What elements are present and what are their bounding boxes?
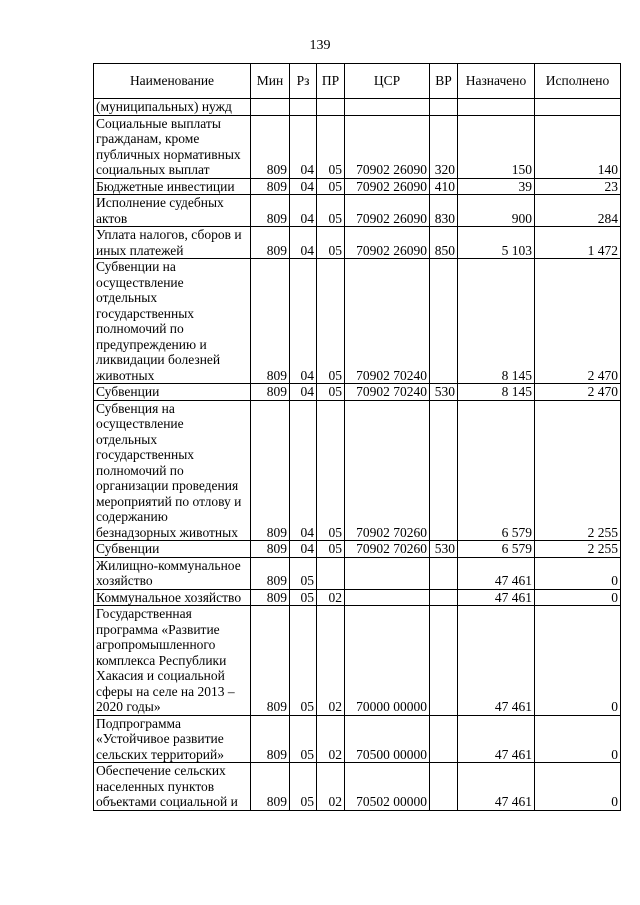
row-executed-cell: 0	[535, 557, 621, 589]
row-pr-cell: 05	[317, 115, 345, 178]
row-rz-cell: 04	[290, 178, 317, 195]
row-assigned-cell: 47 461	[458, 589, 535, 606]
row-pr-cell: 05	[317, 178, 345, 195]
row-pr-cell: 05	[317, 195, 345, 227]
row-executed-cell: 0	[535, 715, 621, 763]
row-pr-cell: 02	[317, 715, 345, 763]
row-min-cell: 809	[251, 259, 290, 384]
row-executed-cell: 140	[535, 115, 621, 178]
header-min: Мин	[251, 64, 290, 99]
row-min-cell: 809	[251, 115, 290, 178]
header-assigned: Назначено	[458, 64, 535, 99]
row-vr-cell: 530	[430, 384, 458, 401]
row-rz-cell: 04	[290, 195, 317, 227]
row-name-cell: Субвенции	[94, 384, 251, 401]
row-executed-cell: 2 470	[535, 384, 621, 401]
row-assigned-cell: 39	[458, 178, 535, 195]
row-vr-cell	[430, 400, 458, 541]
row-rz-cell: 04	[290, 541, 317, 558]
row-name-cell: Государственная программа «Развитие агропромышленного комплекса Республики Хакасия и социальной сферы на селе на 2013 – 2020 годы»	[94, 606, 251, 716]
row-csr-cell: 70500 00000	[345, 715, 430, 763]
budget-table	[93, 63, 621, 811]
header-csr: ЦСР	[345, 64, 430, 99]
table-row	[94, 541, 621, 558]
row-executed-cell: 284	[535, 195, 621, 227]
row-executed-cell: 23	[535, 178, 621, 195]
table-row	[94, 589, 621, 606]
row-vr-cell	[430, 99, 458, 116]
row-vr-cell	[430, 606, 458, 716]
row-pr-cell: 05	[317, 541, 345, 558]
header-name: Наименование	[94, 64, 251, 99]
row-vr-cell: 830	[430, 195, 458, 227]
row-rz-cell: 04	[290, 400, 317, 541]
row-csr-cell	[345, 557, 430, 589]
row-csr-cell: 70502 00000	[345, 763, 430, 811]
table-header-row	[94, 64, 621, 99]
table-row	[94, 763, 621, 811]
row-min-cell: 809	[251, 763, 290, 811]
header-vr: ВР	[430, 64, 458, 99]
row-vr-cell	[430, 715, 458, 763]
row-pr-cell: 05	[317, 259, 345, 384]
row-pr-cell	[317, 557, 345, 589]
row-executed-cell: 0	[535, 606, 621, 716]
row-pr-cell	[317, 99, 345, 116]
row-assigned-cell: 8 145	[458, 384, 535, 401]
row-vr-cell	[430, 259, 458, 384]
header-pr: ПР	[317, 64, 345, 99]
row-name-cell: Подпрограмма «Устойчивое развитие сельских территорий»	[94, 715, 251, 763]
row-executed-cell: 2 470	[535, 259, 621, 384]
row-assigned-cell: 8 145	[458, 259, 535, 384]
row-vr-cell	[430, 557, 458, 589]
row-executed-cell: 1 472	[535, 227, 621, 259]
row-csr-cell: 70902 70240	[345, 259, 430, 384]
page-number: 139	[309, 38, 331, 53]
row-pr-cell: 05	[317, 384, 345, 401]
row-vr-cell: 530	[430, 541, 458, 558]
row-pr-cell: 05	[317, 227, 345, 259]
row-min-cell: 809	[251, 606, 290, 716]
row-vr-cell: 320	[430, 115, 458, 178]
row-rz-cell: 04	[290, 384, 317, 401]
row-rz-cell: 04	[290, 115, 317, 178]
row-name-cell: Социальные выплаты гражданам, кроме публичных нормативных социальных выплат	[94, 115, 251, 178]
row-csr-cell: 70902 26090	[345, 195, 430, 227]
row-assigned-cell: 47 461	[458, 606, 535, 716]
row-min-cell: 809	[251, 195, 290, 227]
row-min-cell	[251, 99, 290, 116]
row-min-cell: 809	[251, 384, 290, 401]
row-executed-cell: 0	[535, 763, 621, 811]
row-rz-cell: 05	[290, 763, 317, 811]
table-row	[94, 227, 621, 259]
row-rz-cell: 05	[290, 715, 317, 763]
row-rz-cell: 05	[290, 606, 317, 716]
row-executed-cell: 2 255	[535, 541, 621, 558]
row-name-cell: Исполнение судебных актов	[94, 195, 251, 227]
row-csr-cell: 70902 70240	[345, 384, 430, 401]
row-assigned-cell: 47 461	[458, 763, 535, 811]
row-executed-cell: 0	[535, 589, 621, 606]
header-executed: Исполнено	[535, 64, 621, 99]
row-min-cell: 809	[251, 400, 290, 541]
row-csr-cell: 70902 70260	[345, 400, 430, 541]
row-assigned-cell: 6 579	[458, 541, 535, 558]
table-row	[94, 384, 621, 401]
row-name-cell: Обеспечение сельских населенных пунктов объектами социальной и	[94, 763, 251, 811]
row-rz-cell: 05	[290, 557, 317, 589]
row-vr-cell	[430, 763, 458, 811]
row-csr-cell: 70902 26090	[345, 178, 430, 195]
header-rz: Рз	[290, 64, 317, 99]
row-assigned-cell: 47 461	[458, 557, 535, 589]
row-pr-cell: 02	[317, 606, 345, 716]
row-csr-cell: 70000 00000	[345, 606, 430, 716]
row-rz-cell: 04	[290, 259, 317, 384]
row-csr-cell: 70902 26090	[345, 227, 430, 259]
table-row	[94, 557, 621, 589]
row-csr-cell: 70902 70260	[345, 541, 430, 558]
row-min-cell: 809	[251, 178, 290, 195]
row-csr-cell	[345, 589, 430, 606]
row-min-cell: 809	[251, 589, 290, 606]
row-assigned-cell: 6 579	[458, 400, 535, 541]
row-name-cell: (муниципальных) нужд	[94, 99, 251, 116]
row-pr-cell: 02	[317, 589, 345, 606]
row-vr-cell	[430, 589, 458, 606]
row-min-cell: 809	[251, 715, 290, 763]
row-min-cell: 809	[251, 541, 290, 558]
row-name-cell: Жилищно-коммунальное хозяйство	[94, 557, 251, 589]
row-name-cell: Субвенции на осуществление отдельных государственных полномочий по предупреждению и ликвидации болезней животных	[94, 259, 251, 384]
table-row	[94, 178, 621, 195]
row-assigned-cell	[458, 99, 535, 116]
row-name-cell: Коммунальное хозяйство	[94, 589, 251, 606]
table-row	[94, 115, 621, 178]
row-csr-cell: 70902 26090	[345, 115, 430, 178]
row-name-cell: Субвенции	[94, 541, 251, 558]
table-row	[94, 715, 621, 763]
row-assigned-cell: 47 461	[458, 715, 535, 763]
row-pr-cell: 05	[317, 400, 345, 541]
row-rz-cell	[290, 99, 317, 116]
table-row	[94, 400, 621, 541]
row-vr-cell: 850	[430, 227, 458, 259]
table-row	[94, 195, 621, 227]
row-min-cell: 809	[251, 557, 290, 589]
row-assigned-cell: 5 103	[458, 227, 535, 259]
table-row	[94, 99, 621, 116]
row-name-cell: Субвенция на осуществление отдельных государственных полномочий по организации проведения мероприятий по отлову и содержанию безнадзорных животных	[94, 400, 251, 541]
row-rz-cell: 05	[290, 589, 317, 606]
row-vr-cell: 410	[430, 178, 458, 195]
row-executed-cell: 2 255	[535, 400, 621, 541]
row-name-cell: Уплата налогов, сборов и иных платежей	[94, 227, 251, 259]
row-assigned-cell: 150	[458, 115, 535, 178]
row-csr-cell	[345, 99, 430, 116]
row-rz-cell: 04	[290, 227, 317, 259]
table-body	[94, 99, 621, 811]
row-executed-cell	[535, 99, 621, 116]
row-min-cell: 809	[251, 227, 290, 259]
row-name-cell: Бюджетные инвестиции	[94, 178, 251, 195]
table-row	[94, 259, 621, 384]
table-row	[94, 606, 621, 716]
row-pr-cell: 02	[317, 763, 345, 811]
row-assigned-cell: 900	[458, 195, 535, 227]
